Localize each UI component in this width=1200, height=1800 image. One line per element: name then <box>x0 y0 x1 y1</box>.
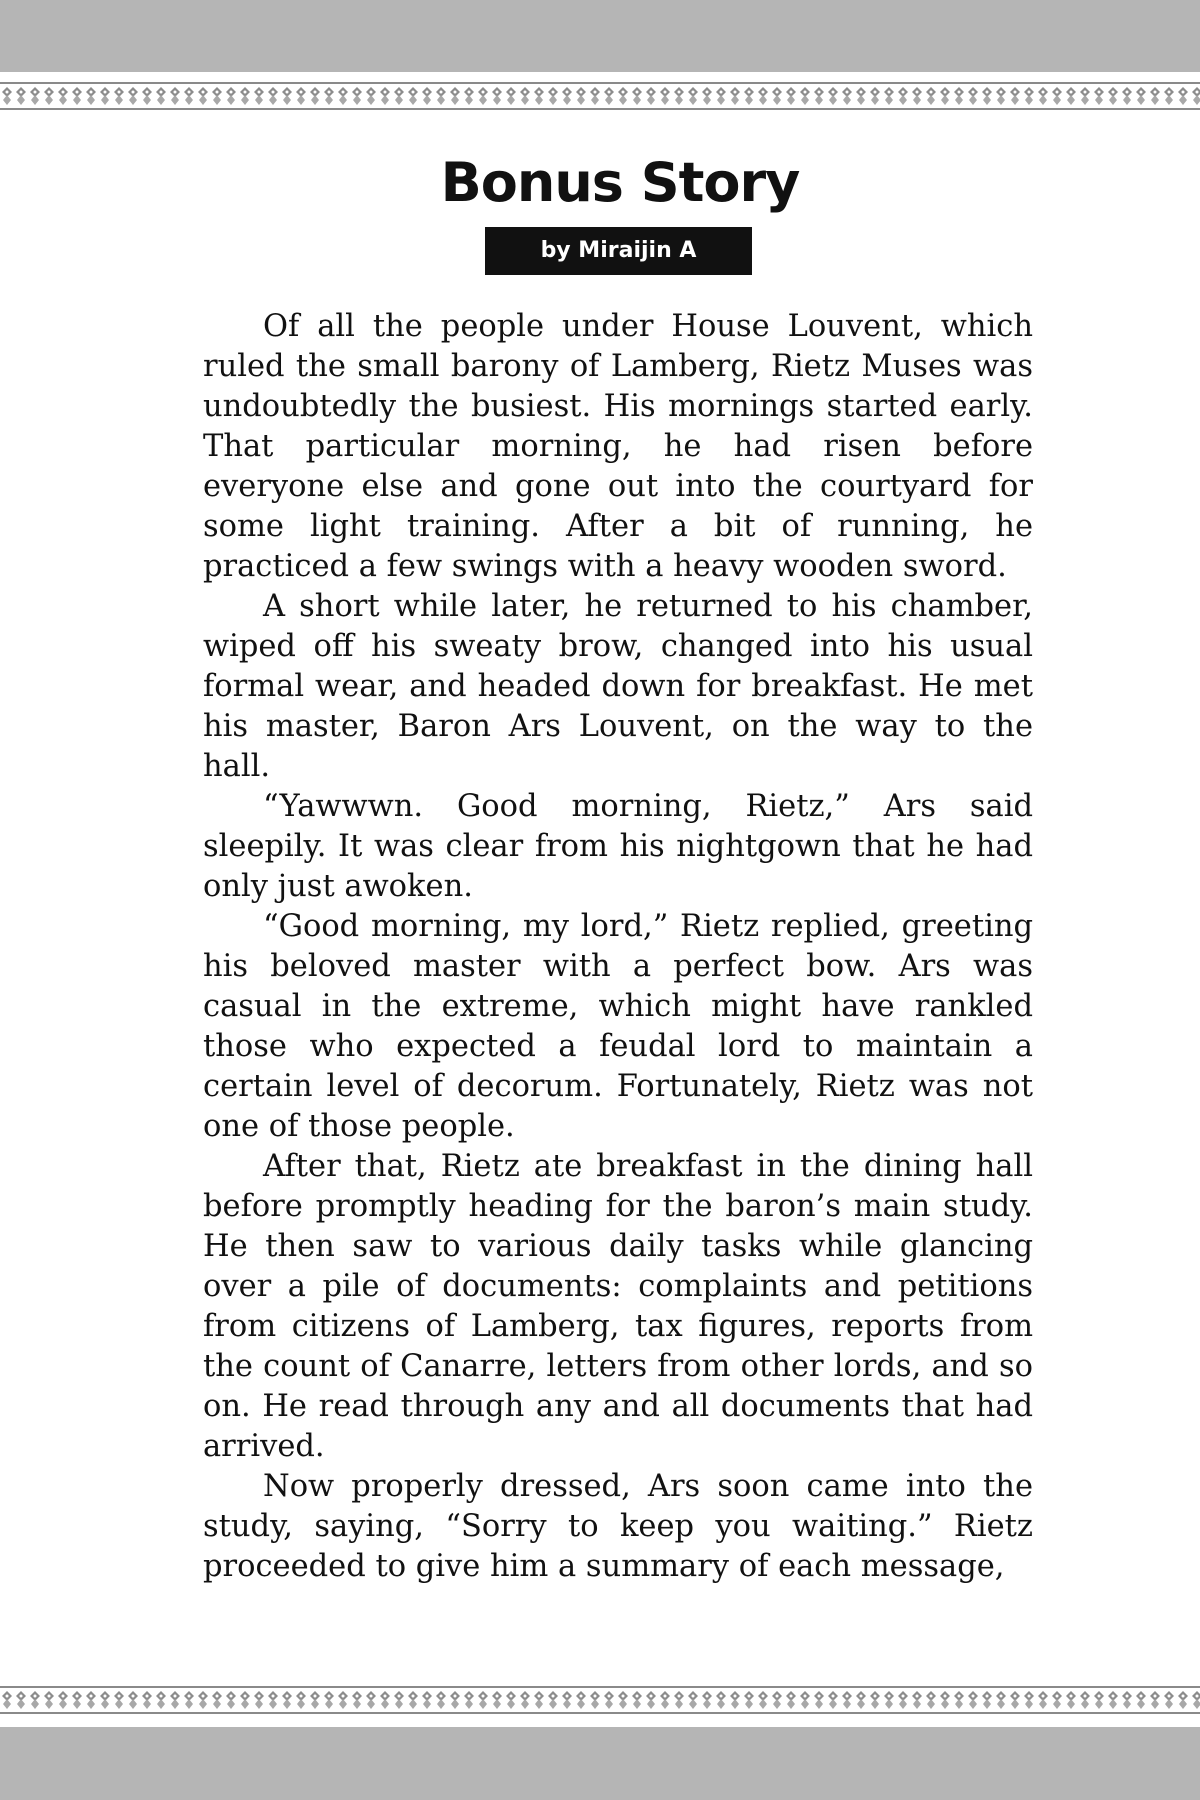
story-paragraph-1: Of all the people under House Louvent, which ruled the small barony of Lamberg, Rietz Muses was undoubtedly the busiest. His mornings started early. That particular morning, he had risen before everyone else and gone out into the courtyard for some light training. After a bit of running, he practiced a few swings with a heavy wooden sword. <box>203 309 1033 584</box>
story-paragraph-2: A short while later, he returned to his chamber, wiped off his sweaty brow, changed into his usual formal wear, and headed down for breakfast. He met his master, Baron Ars Louvent, on the way to the hall. <box>203 589 1033 784</box>
story-text <box>203 307 1033 1587</box>
bottom-gray-band <box>0 1727 1200 1800</box>
author-byline: by Miraijin A <box>485 227 752 275</box>
story-paragraph-4: “Good morning, my lord,” Rietz replied, greeting his beloved master with a perfect bow. Ars was casual in the extreme, which might have rankled those who expected a feudal lord to maintain a certain level of decorum. Fortunately, Rietz was not one of those people. <box>203 909 1033 1144</box>
top-gray-band <box>0 0 1200 72</box>
story-paragraph-3: “Yawwwn. Good morning, Rietz,” Ars said sleepily. It was clear from his nightgown that he had only just awoken. <box>203 789 1033 904</box>
story-paragraph-5: After that, Rietz ate breakfast in the dining hall before promptly heading for the baron’s main study. He then saw to various daily tasks while glancing over a pile of documents: complaints and petitions from citizens of Lamberg, tax figures, reports from the count of Canarre, letters from other lords, and so on. He read through any and all documents that had arrived. <box>203 1149 1033 1464</box>
top-ornamental-border <box>0 78 1200 114</box>
bottom-ornamental-border <box>0 1682 1200 1718</box>
page-title: Bonus Story <box>440 151 800 214</box>
story-paragraph-6: Now properly dressed, Ars soon came into the study, saying, “Sorry to keep you waiting.” Rietz proceeded to give him a summary of each message, <box>203 1469 1033 1584</box>
